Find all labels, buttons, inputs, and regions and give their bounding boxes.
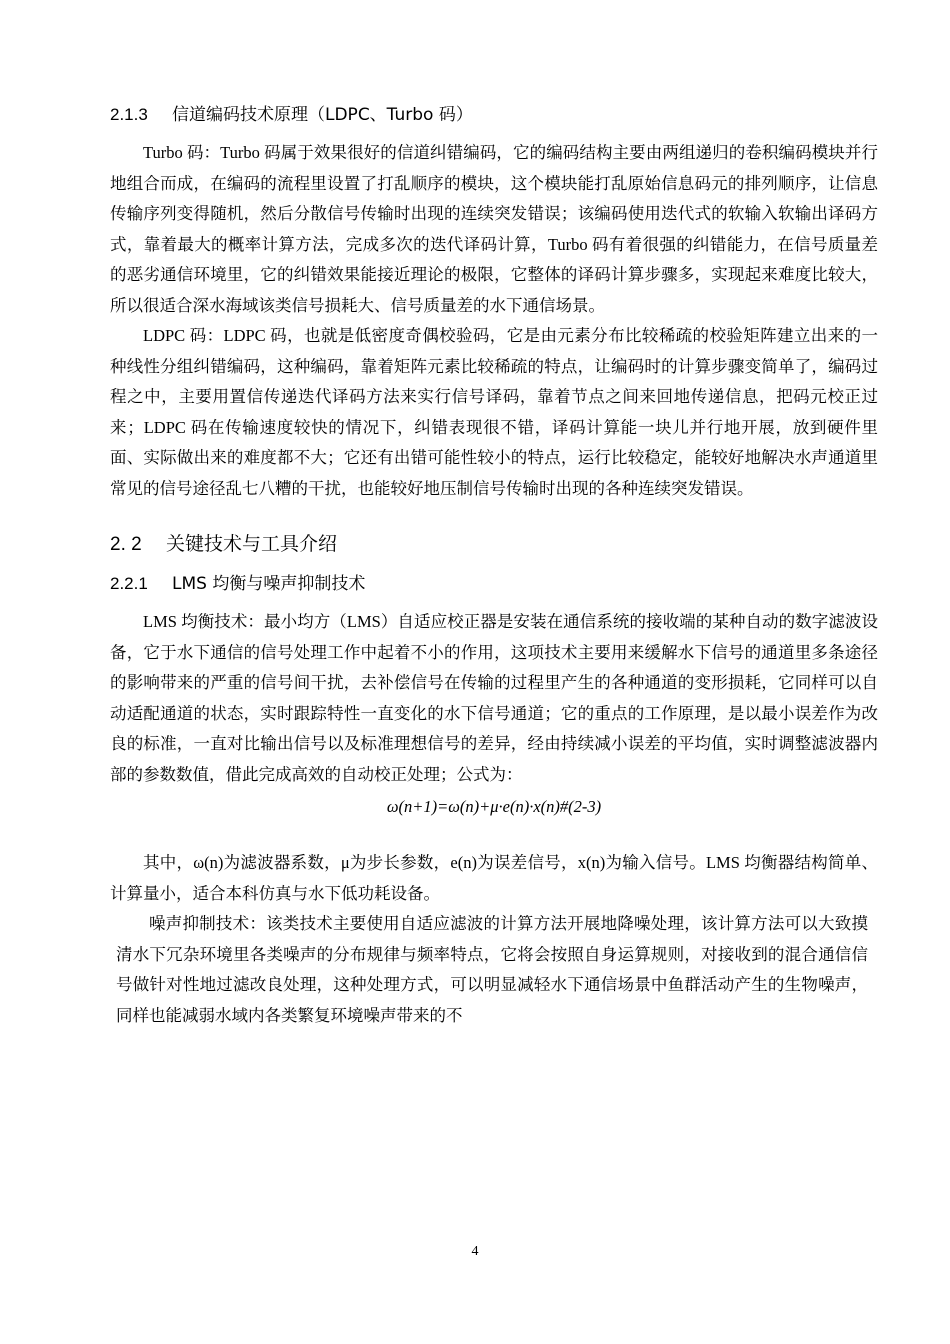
section-heading-2-1-3 bbox=[110, 100, 878, 130]
section-heading-2-2-1 bbox=[110, 569, 878, 599]
section-number: 2. 2 bbox=[110, 534, 142, 555]
where-paragraph: 其中，ω(n)为滤波器系数，μ为步长参数，e(n)为误差信号，x(n)为输入信号。LMS 均衡器结构简单、计算量小，适合本科仿真与水下低功耗设备。 bbox=[110, 853, 878, 903]
section-title: LMS 均衡与噪声抑制技术 bbox=[172, 574, 366, 594]
section-number: 2.1.3 bbox=[110, 105, 148, 124]
page-number: 4 bbox=[471, 1244, 479, 1259]
noise-suppression-paragraph: 噪声抑制技术：该类技术主要使用自适应滤波的计算方法开展地降噪处理，该计算方法可以大致摸清水下冗杂环境里各类噪声的分布规律与频率特点，它将会按照自身运算规则，对接收到的混合通信信号做针对性地过滤改良处理，这种处理方式，可以明显减轻水下通信场景中鱼群活动产生的生物噪声，同样也能减弱水域内各类繁复环境噪声带来的不 bbox=[116, 914, 868, 1025]
page-content bbox=[110, 100, 878, 1031]
section-heading-2-2 bbox=[110, 529, 878, 560]
lms-formula: ω(n+1)=ω(n)+μ·e(n)·x(n)#(2-3) bbox=[386, 797, 602, 816]
lms-paragraph: LMS 均衡技术：最小均方（LMS）自适应校正器是安装在通信系统的接收端的某种自动的数字滤波设备，它于水下通信的信号处理工作中起着不小的作用，这项技术主要用来缓解水下信号的通道里多条途径的影响带来的严重的信号间干扰，去补偿信号在传输的过程里产生的各种通道的变形损耗，它同样可以自动适配通道的状态，实时跟踪特性一直变化的水下信号通道；它的重点的工作原理，是以最小误差作为改良的标准，一直对比输出信号以及标准理想信号的差异，经由持续减小误差的平均值，实时调整滤波器内部的参数数值，借此完成高效的自动校正处理；公式为： bbox=[110, 612, 878, 784]
section-title: 关键技术与工具介绍 bbox=[166, 533, 338, 555]
ldpc-paragraph: LDPC 码：LDPC 码，也就是低密度奇偶校验码，它是由元素分布比较稀疏的校验矩阵建立出来的一种线性分组纠错编码，这种编码，靠着矩阵元素比较稀疏的特点，让编码时的计算步骤变简单了，编码过程之中，主要用置信传递迭代译码方法来实行信号译码，靠着节点之间来回地传递信息，把码元校正过来；LDPC 码在传输速度较快的情况下，纠错表现很不错，译码计算能一块儿并行地开展，放到硬件里面、实际做出来的难度都不大；它还有出错可能性较小的特点，运行比较稳定，能较好地解决水声通道里常见的信号途径乱七八糟的干扰，也能较好地压制信号传输时出现的各种连续突发错误。 bbox=[110, 326, 878, 498]
turbo-paragraph: Turbo 码：Turbo 码属于效果很好的信道纠错编码，它的编码结构主要由两组递归的卷积编码模块并行地组合而成，在编码的流程里设置了打乱顺序的模块，这个模块能打乱原始信息码元的排列顺序，让信息传输序列变得随机，然后分散信号传输时出现的连续突发错误；该编码使用迭代式的软输入软输出译码方式，靠着最大的概率计算方法，完成多次的迭代译码计算，Turbo 码有着很强的纠错能力，在信号质量差的恶劣通信环境里，它的纠错效果能接近理论的极限，它整体的译码计算步骤多，实现起来难度比较大，所以很适合深水海域该类信号损耗大、信号质量差的水下通信场景。 bbox=[110, 143, 878, 315]
section-number: 2.2.1 bbox=[110, 574, 148, 593]
section-title: 信道编码技术原理（LDPC、Turbo 码） bbox=[172, 105, 473, 125]
